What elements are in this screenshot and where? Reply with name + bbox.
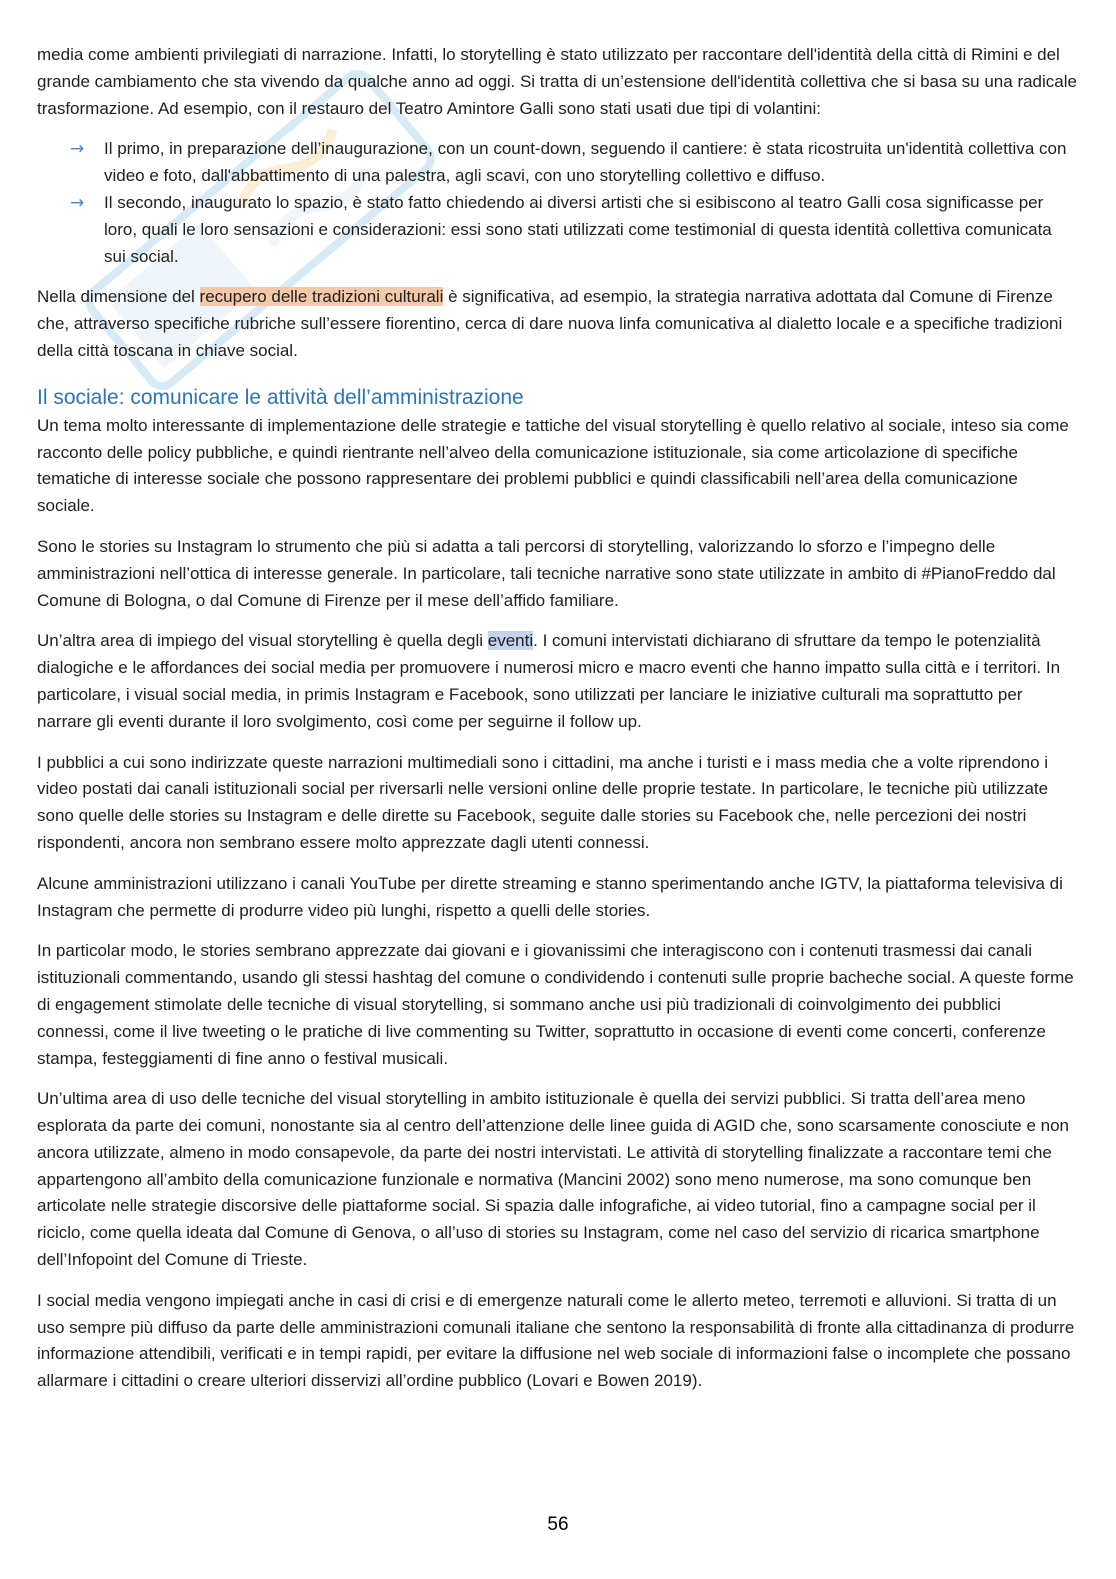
traditions-text-after: è significativa, ad esempio, la strategia narrativa adottata dal Comune di Firenze che, attraverso specifiche rubriche sull’essere fiorentino, cerca di dare nuova linfa comunicativa al dialetto locale e a specifiche tradizioni della città toscana in chiave social.: [37, 287, 1063, 360]
section-heading: Il sociale: comunicare le attività dell’amministrazione: [37, 385, 524, 409]
highlight-traditions: recupero delle tradizioni culturali: [199, 287, 444, 307]
events-text-before: Un’altra area di impiego del visual storytelling è quella degli: [37, 631, 488, 651]
public-services-paragraph: Un’ultima area di uso delle tecniche del visual storytelling in ambito istituzionale è quella dei servizi pubblici. Si tratta dell’area meno esplorata da parte dei comuni, nonostante sia al centro dell’attenzione delle linee guida di AGID che, sono scarsamente conosciute e non ancora utilizzate, almeno in modo consapevole, da parte dei nostri intervistati. Le attività di storytelling finalizzate a raccontare temi che appartengono all’ambito della comunicazione funzionale e normativa (Mancini 2002) sono meno numerose, ma sono comunque ben articolate nelle strategie discorsive delle piattaforme social. Si spazia dalle infografiche, ai video tutorial, fino a campagne social per il riciclo, come quella ideata dal Comune di Genova, o all’uso di stories su Instagram, come nel caso del servizio di ricarica smartphone dell’Infopoint del Comune di Trieste.: [37, 1089, 1069, 1270]
instagram-stories-paragraph: Sono le stories su Instagram lo strumento che più si adatta a tali percorsi di storytelling, valorizzando lo sforzo e l’impegno delle amministrazioni nell’ottica di interesse generale. In particolare, tali tecniche narrative sono state utilizzate in ambito di #PianoFreddo dal Comune di Bologna, o dal Comune di Firenze per il mese dell’affido familiare.: [37, 536, 1056, 610]
arrow-right-icon: →: [70, 192, 85, 213]
page-number: 56: [547, 1514, 569, 1535]
traditions-text-before: Nella dimensione del: [37, 287, 200, 307]
list-item: [70, 136, 1077, 190]
flyer-list: [37, 136, 1077, 270]
events-paragraph: [37, 628, 1077, 735]
list-item: [70, 190, 1077, 270]
engagement-paragraph: In particolar modo, le stories sembrano apprezzate dai giovani e i giovanissimi che interagiscono con i contenuti trasmessi dai canali istituzionali commentando, usando gli stessi hashtag del comune o condividendo i contenuti sulle proprie bacheche social. A queste forme di engagement stimolate delle tecniche di visual storytelling, si sommano anche usi più tradizionali di coinvolgimento dei pubblici connessi, come il live tweeting o le pratiche di live commenting su Twitter, soprattutto in occasione di eventi come concerti, conferenze stampa, festeggiamenti di fine anno o festival musicali.: [37, 941, 1074, 1068]
audiences-paragraph: I pubblici a cui sono indirizzate queste narrazioni multimediali sono i cittadini, ma anche i turisti e i mass media che a volte riprendono i video postati dai canali istituzionali social per riversarli nelle versioni online delle proprie testate. In particolare, le tecniche più utilizzate sono quelle delle stories su Instagram e delle dirette su Facebook, seguite dalle stories su Facebook che, nelle percezioni dei nostri rispondenti, ancora non sembrano essere molto apprezzate dagli utenti connessi.: [37, 752, 1049, 852]
document-page: [37, 42, 1077, 1409]
events-text-after: . I comuni intervistati dichiarano di sfruttare da tempo le potenzialità dialogiche e le affordances dei social media per promuovere i numerosi micro e macro eventi che hanno impatto sulla città e i territori. In particolare, i visual social media, in primis Instagram e Facebook, sono utilizzati per lanciare le iniziative culturali ma soprattutto per narrare gli eventi durante il loro svolgimento, così come per seguirne il follow up.: [37, 631, 1061, 731]
social-paragraph: Un tema molto interessante di implementazione delle strategie e tattiche del visual storytelling è quello relativo al sociale, inteso sia come racconto delle policy pubbliche, e quindi rientrante nell’alveo della comunicazione istituzionale, sia come articolazione di specifiche tematiche di interesse sociale che possono rappresentare dei problemi pubblici e quindi classificabili nell’area della comunicazione sociale.: [37, 415, 1069, 516]
traditions-paragraph: [37, 284, 1077, 364]
list-item-text: Il primo, in preparazione dell’inaugurazione, con un count-down, seguendo il cantiere: è stata ricostruita un'identità collettiva con video e foto, dall'abbattimento di una palestra, agli scavi, con uno storytelling collettivo e diffuso.: [104, 139, 1067, 186]
highlight-events: eventi: [487, 631, 534, 651]
arrow-right-icon: →: [70, 139, 85, 160]
youtube-paragraph: Alcune amministrazioni utilizzano i canali YouTube per dirette streaming e stanno sperimentando anche IGTV, la piattaforma televisiva di Instagram che permette di produrre video più lunghi, rispetto a quelli delle stories.: [37, 873, 1063, 920]
list-item-text: Il secondo, inaugurato lo spazio, è stato fatto chiedendo ai diversi artisti che si esibiscono al teatro Galli cosa significasse per loro, quali le loro sensazioni e considerazioni: essi sono stati utilizzati come testimonial di questa identità collettiva comunicata sui social.: [104, 192, 1052, 266]
crisis-paragraph: I social media vengono impiegati anche in casi di crisi e di emergenze naturali come le allerto meteo, terremoti e alluvioni. Si tratta di un uso sempre più diffuso da parte delle amministrazioni comunali italiane che sentono la responsabilità di fronte alla cittadinanza di produrre informazione attendibili, verificati e in tempi rapidi, per evitare la diffusione nel web sociale di informazioni false o incomplete che possano allarmare i cittadini o creare ulteriori disservizi all’ordine pubblico (Lovari e Bowen 2019).: [37, 1290, 1075, 1391]
intro-paragraph: media come ambienti privilegiati di narrazione. Infatti, lo storytelling è stato utilizzato per raccontare dell'identità della città di Rimini e del grande cambiamento che sta vivendo da qualche anno ad oggi. Si tratta di un’estensione dell'identità collettiva che si basa su una radicale trasformazione. Ad esempio, con il restauro del Teatro Amintore Galli sono stati usati due tipi di volantini:: [37, 45, 1077, 118]
